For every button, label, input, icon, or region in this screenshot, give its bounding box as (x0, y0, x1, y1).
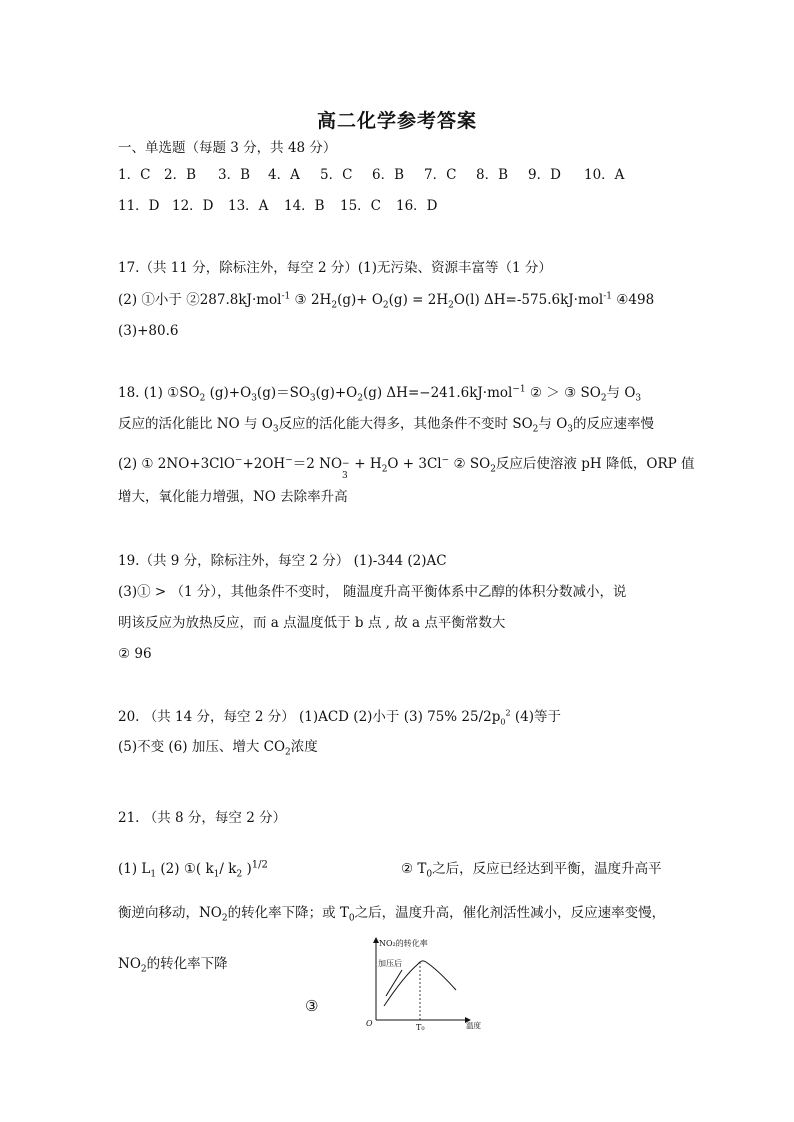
mcq-answer: 4．A (268, 167, 300, 183)
mcq-answer: 6．B (372, 167, 405, 183)
q19-line-1: 19.（共 9 分，除标注外，每空 2 分） (1)-344 (2)AC (118, 553, 447, 569)
mcq-answer: 12．D (172, 198, 214, 214)
q18-line-1: 18. (1) $①SO_2$ $(g)+O_3(g)=SO_3(g)+O_2(g)$ ΔH=−241.6kJ·mol$^{-1}$ ② ＞ ③ $SO_2$与 $O_3$ (118, 384, 642, 404)
mcq-answer: 11．D (118, 198, 160, 214)
q21-line-4: $NO_2$的转化率下降 (118, 956, 228, 975)
q17-line-2: (2) ①小于 ②287.8kJ·mol$^{-1}$ ③ $2H_2(g)+ O_2(g) = 2H_2O(l)$ ΔH=-575.6kJ·mol$^{-1}$ ④498 (118, 291, 655, 311)
q19-line-3: 明该反应为放热反应，而 a 点温度低于 b 点 , 故 a 点平衡常数大 (118, 615, 506, 631)
mcq-answer: 8．B (476, 167, 509, 183)
page-title: 高二化学参考答案 (316, 110, 477, 132)
section-heading: 一、单选题（每题 3 分，共 48 分） (118, 140, 337, 156)
mcq-answer: 16．D (396, 198, 438, 214)
mcq-answer: 13．A (228, 198, 269, 214)
mcq-answer: 9．D (528, 167, 561, 183)
q18-line-4: 增大，氧化能力增强，NO 去除率升高 (118, 489, 348, 505)
q17-line-1: 17.（共 11 分，除标注外，每空 2 分）(1)无污染、资源丰富等（1 分） (118, 260, 552, 276)
conversion-graph (360, 934, 500, 1032)
mcq-answer: 5．C (320, 167, 353, 183)
mcq-answer: 1．C (118, 167, 151, 183)
q19-line-4: ② 96 (118, 646, 152, 662)
mcq-row-2 (118, 197, 438, 215)
mcq-answer: 15．C (340, 198, 382, 214)
q20-line-2: (5)不变 (6) 加压、增大 $CO_2$浓度 (118, 739, 318, 758)
mcq-answer: 14．B (284, 198, 325, 214)
q18-line-2: 反应的活化能比 NO 与 $O_3$反应的活化能大得多，其他条件不变时 $SO_2$与 $O_3$的反应速率慢 (118, 416, 654, 435)
q17-line-3: (3)+80.6 (118, 323, 179, 339)
mcq-answer: 10．A (584, 167, 625, 183)
q21-line-3: 衡逆向移动，$NO_2$的转化率下降；或 $T_0$之后，温度升高，催化剂活性减小，反应速率变慢， (118, 905, 666, 924)
y-axis-label: NO₂的转化率 (379, 939, 428, 948)
origin-label: O (366, 1019, 373, 1028)
mcq-answer: 2．B (164, 167, 197, 183)
curve-label: 加压后 (378, 959, 402, 968)
mcq-answer: 3．B (218, 167, 251, 183)
q18-line-3: (2) ① 2NO+3ClO−+2OH−＝2 NO − 3 + $H_2O + 3Cl^-$ ② $SO_2$反应后使溶液 pH 降低，ORP 值 (118, 455, 695, 481)
q21-line-2b: ② $T_0$之后，反应已经达到平衡，温度升高平 (401, 861, 662, 880)
answer-number-3: ③ (305, 997, 319, 1015)
t0-label: T₀ (416, 1023, 425, 1032)
q21-line-1: 21. （共 8 分，每空 2 分） (118, 810, 287, 826)
q21-line-2: (1) $L_1$ (2) ①( $k_1/$ $k_2$ )$^{1/2}$ (118, 859, 268, 880)
q19-line-2: (3)① > （1 分），其他条件不变时， 随温度升高平衡体系中乙醇的体积分数减小，说 (118, 584, 627, 600)
q20-line-1: 20. （共 14 分，每空 2 分） (1)ACD (2)小于 (3) 75% $25/2p_0^2$ (4)等于 (118, 708, 561, 727)
x-axis-label: 温度 (466, 1021, 481, 1030)
mcq-answer: 7．C (424, 167, 457, 183)
mcq-row-1 (118, 166, 624, 184)
